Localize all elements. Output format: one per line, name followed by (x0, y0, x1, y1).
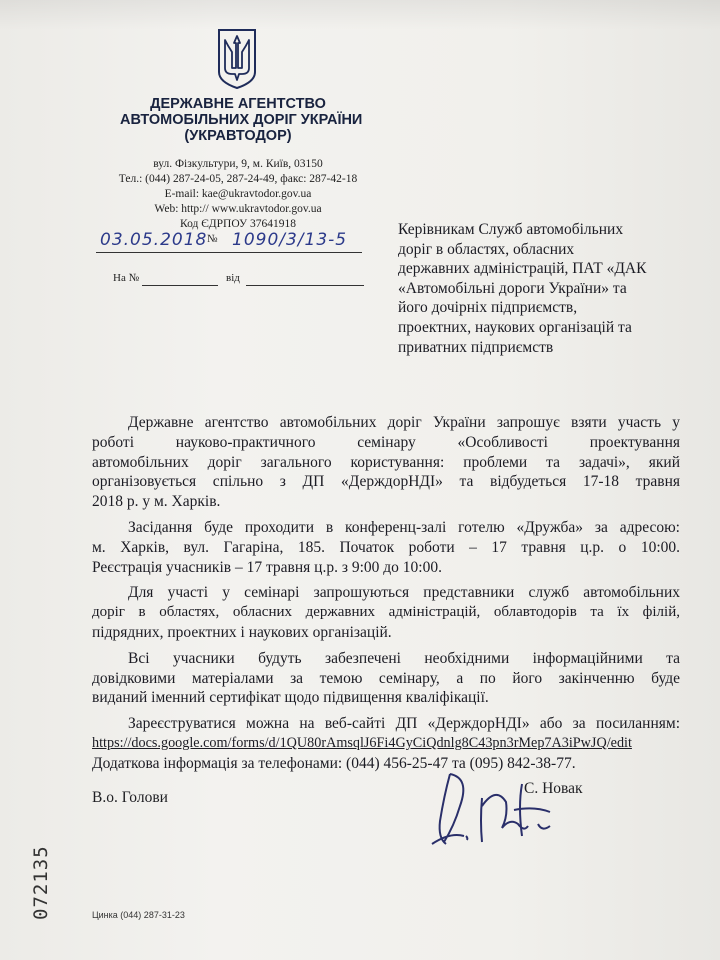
registration-form-link[interactable]: https://docs.google.com/forms/d/1QU80rAmsqlJ6Fi4GyCiQdnlg8C43pn3rMep7A3iPwJQ/edit (92, 734, 632, 751)
body-line: Зареєструватися можна на веб-сайті ДП «ДерждорНДІ» або за посиланням: (128, 715, 680, 733)
body-line: підрядних, проектних і наукових організацій. (92, 623, 392, 641)
agency-address: вул. Фізкультури, 9, м. Київ, 03150 (153, 158, 323, 170)
addressee-line: проектних, наукових організацій та (398, 318, 632, 336)
agency-line-2: АВТОМОБІЛЬНИХ ДОРІГ УКРАЇНИ (120, 112, 363, 128)
addressee-line: приватних підприємств (398, 338, 554, 356)
paragraph-materials (92, 649, 680, 708)
agency-contacts (95, 157, 381, 232)
agency-line-3: (УКРАВТОДОР) (184, 128, 292, 144)
reference-date-line (246, 285, 364, 286)
reference-number-label: На № (113, 272, 140, 284)
addressee-line: його дочірніх підприємств, (398, 299, 578, 317)
body-line: організовується спільно з ДП «ДерждорНДІ» та відбудеться 17-18 травня (92, 473, 680, 491)
coat-of-arms-icon (216, 28, 258, 90)
body-line: Державне агентство автомобільних доріг України запрошує взяти участь у (128, 414, 680, 431)
body-line: Реєстрація учасників – 17 травня ц.р. з 9:00 до 10:00. (92, 558, 442, 576)
paragraph-invitation (92, 413, 680, 512)
paragraph-venue (92, 518, 680, 577)
addressee-block (398, 220, 698, 357)
body-line: Всі учасники будуть забезпечені необхідними інформаційними та (128, 649, 680, 667)
number-label: № (207, 233, 218, 245)
body-line: Засідання буде проходити в конференц-залі готелю «Дружба» за адресою: (128, 518, 680, 536)
addressee-line: доріг в областях, обласних (398, 240, 575, 258)
agency-email: E-mail: kae@ukravtodor.gov.ua (164, 188, 312, 200)
paragraph-registration (92, 714, 680, 773)
agency-line-1: ДЕРЖАВНЕ АГЕНТСТВО (150, 96, 326, 112)
addressee-line: державних адміністрацій, ПАТ «ДАК (398, 260, 647, 278)
body-line: Додаткова інформація за телефонами: (044) 456-25-47 та (095) 842-38-77. (92, 754, 576, 772)
body-line: довідковими матеріалами за темою семінару, а по його закінченню буде (92, 669, 680, 687)
body-line: Для участі у семінарі запрошуються представники служб автомобільних (128, 584, 680, 602)
handwritten-number: 1090/3/13-5 (232, 230, 348, 250)
signer-role: В.о. Голови (92, 789, 168, 806)
body-line: доріг в областях, обласних державних адміністрацій, облавтодорів та їх філій, (92, 604, 680, 621)
body-line: роботі науково-практичного семінару «Особливості проектування (92, 433, 680, 451)
body-line: автомобільних доріг загального користування: проблеми та задачі», який (92, 453, 680, 471)
print-note: Цинка (044) 287-31-23 (92, 910, 185, 920)
handwritten-date: 03.05.2018 (100, 230, 208, 250)
addressee-line: Керівникам Служб автомобільних (398, 221, 624, 238)
reference-date-label: від (226, 272, 240, 284)
paragraph-participants (92, 583, 680, 642)
body-line: м. Харків, вул. Гагаріна, 185. Початок роботи – 17 травня ц.р. о 10:00. (92, 538, 680, 556)
body-line: виданий іменний сертифікат щодо підвищення кваліфікації. (92, 689, 489, 707)
agency-edrpou: Код ЄДРПОУ 37641918 (179, 218, 297, 230)
addressee-line: «Автомобільні дороги України» та (398, 279, 627, 297)
body-line: 2018 р. у м. Харків. (92, 493, 221, 511)
serial-number: 072135 (30, 845, 52, 920)
agency-phones: Тел.: (044) 287-24-05, 287-24-49, факс: 287-42-18 (118, 173, 358, 185)
reference-number-line (142, 285, 218, 286)
registration-line (96, 252, 362, 253)
agency-name (120, 96, 363, 144)
agency-web: Web: http:// www.ukravtodor.gov.ua (154, 203, 322, 215)
signer-name: С. Новак (524, 780, 583, 797)
letter-body (92, 413, 680, 780)
